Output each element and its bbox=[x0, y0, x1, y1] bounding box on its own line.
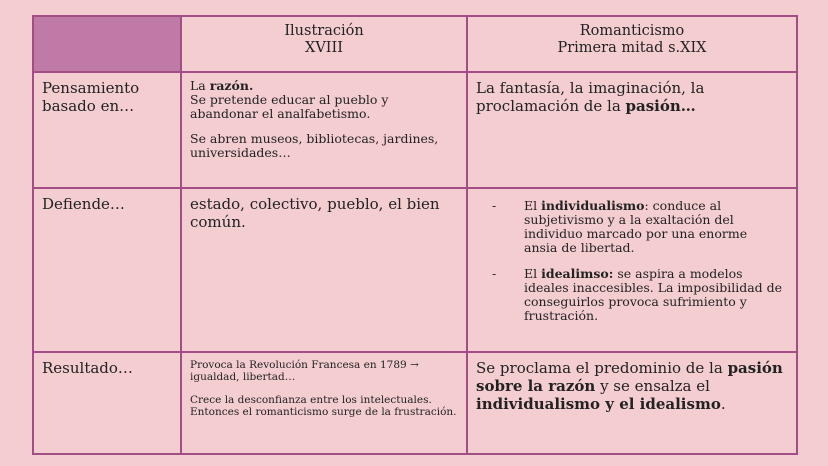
text: Se pretende educar al pueblo y abandonar el analfabetismo. bbox=[190, 92, 389, 121]
cell-defiende-romanticismo bbox=[467, 188, 797, 352]
corner-cell bbox=[33, 16, 181, 72]
paragraph: Se abren museos, bibliotecas, jardines, universidades… bbox=[190, 131, 439, 160]
text: Se proclama el predominio de la bbox=[476, 359, 728, 377]
text: y se ensalza el bbox=[595, 377, 710, 395]
bold-text: idealimso: bbox=[541, 266, 614, 281]
text: se aspira a modelos ideales inaccesibles. La imposibilidad de conseguirlos provoca sufrimiento y frustración. bbox=[524, 266, 783, 323]
row-label-defiende: Defiende… bbox=[33, 188, 181, 352]
text: La fantasía, la imaginación, la proclamación de la bbox=[476, 79, 705, 115]
dash-list bbox=[476, 199, 788, 323]
header-ilustracion bbox=[181, 16, 467, 72]
cell-resultado-ilustracion bbox=[181, 352, 467, 454]
header-romanticismo-title: Romanticismo bbox=[579, 23, 685, 39]
header-romanticismo bbox=[467, 16, 797, 72]
header-ilustracion-title: Ilustración bbox=[284, 23, 364, 39]
list-item bbox=[476, 199, 788, 255]
cell-defiende-ilustracion bbox=[181, 188, 467, 352]
text: La bbox=[190, 78, 210, 93]
row-label-pensamiento bbox=[33, 72, 181, 188]
paragraph: Crece la desconfianza entre los intelectuales. Entonces el romanticismo surge de la frustración. bbox=[190, 394, 457, 418]
comparison-table bbox=[32, 15, 798, 455]
text: . bbox=[720, 395, 726, 413]
dash-bullet: - bbox=[492, 198, 497, 213]
paragraph bbox=[476, 79, 788, 115]
cell-pensamiento-ilustracion bbox=[181, 72, 467, 188]
row-label-line: basado en… bbox=[42, 97, 135, 115]
header-row bbox=[33, 16, 797, 72]
row-label-resultado: Resultado… bbox=[33, 352, 181, 454]
list-item bbox=[476, 267, 788, 323]
paragraph bbox=[190, 79, 458, 121]
header-romanticismo-period: Primera mitad s.XIX bbox=[557, 40, 707, 56]
row-resultado bbox=[33, 352, 797, 454]
paragraph: Provoca la Revolución Francesa en 1789 → igualdad, libertad… bbox=[190, 359, 419, 383]
bold-text: razón. bbox=[209, 78, 254, 93]
paragraph bbox=[476, 359, 788, 413]
header-ilustracion-period: XVIII bbox=[305, 40, 343, 56]
paragraph: estado, colectivo, pueblo, el bien común. bbox=[190, 195, 440, 231]
dash-bullet: - bbox=[492, 266, 497, 281]
bold-text: pasión sobre la razón bbox=[476, 359, 783, 395]
row-defiende bbox=[33, 188, 797, 352]
bold-text: individualismo bbox=[541, 198, 645, 213]
text: : conduce al subjetivismo y a la exaltación del individuo marcado por una enorme ansia de libertad. bbox=[524, 198, 748, 255]
bold-text: individualismo y el idealismo bbox=[476, 395, 721, 413]
bold-text: pasión… bbox=[625, 97, 696, 115]
text: El bbox=[524, 266, 542, 281]
row-pensamiento bbox=[33, 72, 797, 188]
text: El bbox=[524, 198, 542, 213]
row-label-line: Pensamiento bbox=[42, 79, 140, 97]
cell-pensamiento-romanticismo bbox=[467, 72, 797, 188]
cell-resultado-romanticismo bbox=[467, 352, 797, 454]
